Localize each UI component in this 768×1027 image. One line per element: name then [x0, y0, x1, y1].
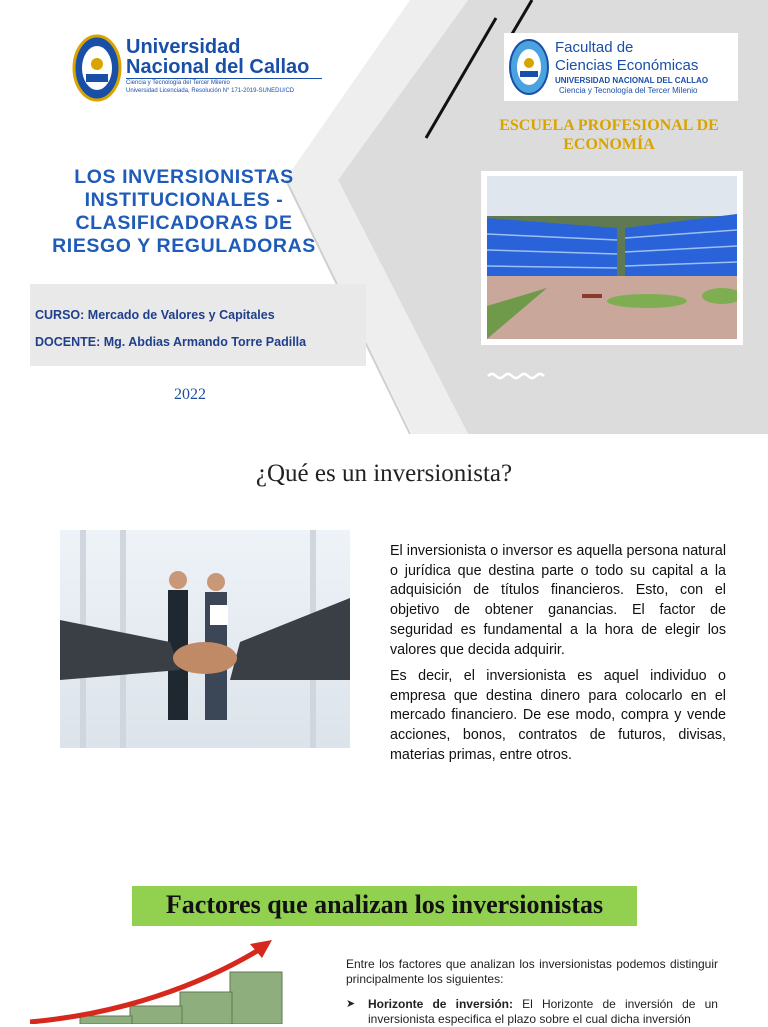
- factors-title: Factores que analizan los inversionistas: [165, 890, 604, 919]
- factor-item: [346, 997, 718, 1027]
- university-tagline: Ciencia y Tecnología del Tercer Milenio: [126, 80, 230, 86]
- university-logo: [72, 34, 332, 104]
- faculty-name-line2: Ciencias Económicas: [555, 57, 699, 74]
- school-name: [470, 116, 748, 154]
- faculty-seal-icon: [508, 38, 550, 96]
- university-resolution: Universidad Licenciada, Resolución N° 171-2019-SUNEDU/CD: [126, 88, 295, 94]
- course-info-box: [30, 284, 366, 366]
- section-title: ¿Qué es un inversionista?: [255, 460, 513, 487]
- investor-definition: El inversionista o inversor es aquella persona natural o jurídica que destina parte o todo su capital a la adquisición de títulos financieros. Esto, con el objetivo de obtener ganancias. El factor de seguridad es fundamental a la hora de elegir los valores que decida adquirir.: [390, 543, 726, 658]
- year-label: 2022: [174, 386, 206, 403]
- factors-intro: Entre los factores que analizan los inversionistas podemos distinguir principalmente los siguientes:: [346, 957, 718, 986]
- factor-item-heading: Horizonte de inversión:: [368, 997, 513, 1011]
- school-name-line1: ESCUELA PROFESIONAL DE: [499, 117, 719, 134]
- factors-heading-bar: [132, 886, 637, 926]
- campus-photo: [487, 176, 737, 339]
- university-name-line2: Nacional del Callao: [126, 56, 310, 78]
- course-name: CURSO: Mercado de Valores y Capitales: [35, 308, 275, 322]
- title-line: RIESGO Y REGULADORAS: [52, 235, 316, 257]
- faculty-name-line1: Facultad de: [555, 39, 634, 56]
- university-name-line1: Universidad: [126, 36, 241, 58]
- university-seal-icon: [72, 34, 122, 102]
- teacher-name: DOCENTE: Mg. Abdias Armando Torre Padilla: [35, 335, 307, 349]
- arrow-bullet-icon: ➤: [346, 998, 356, 1010]
- campus-photo-frame: [481, 171, 743, 345]
- handshake-photo: [60, 530, 350, 748]
- school-name-line2: ECONOMÍA: [563, 136, 655, 153]
- university-divider: [126, 78, 322, 79]
- faculty-logo: [504, 33, 738, 101]
- investor-explanation: Es decir, el inversionista es aquel individuo o empresa que destina dinero para colocarlo en el mercado financiero. De ese modo, compra y vende acciones, bonos, contratos de futuros, divisas, materias primas, entre otros.: [390, 668, 726, 763]
- title-line: CLASIFICADORAS DE: [75, 212, 293, 234]
- money-growth-illustration: [30, 936, 300, 1024]
- factor-item-text: [368, 997, 718, 1027]
- faculty-tagline: Ciencia y Tecnología del Tercer Milenio: [559, 86, 698, 95]
- factor-item-body: El Horizonte de inversión de un inversionista especifica el plazo sobre el cual dicha inversión: [368, 997, 718, 1026]
- faculty-university: UNIVERSIDAD NACIONAL DEL CALLAO: [555, 76, 709, 85]
- title-line: LOS INVERSIONISTAS: [74, 166, 294, 188]
- title-line: INSTITUCIONALES -: [84, 189, 284, 211]
- page-title: [18, 166, 350, 258]
